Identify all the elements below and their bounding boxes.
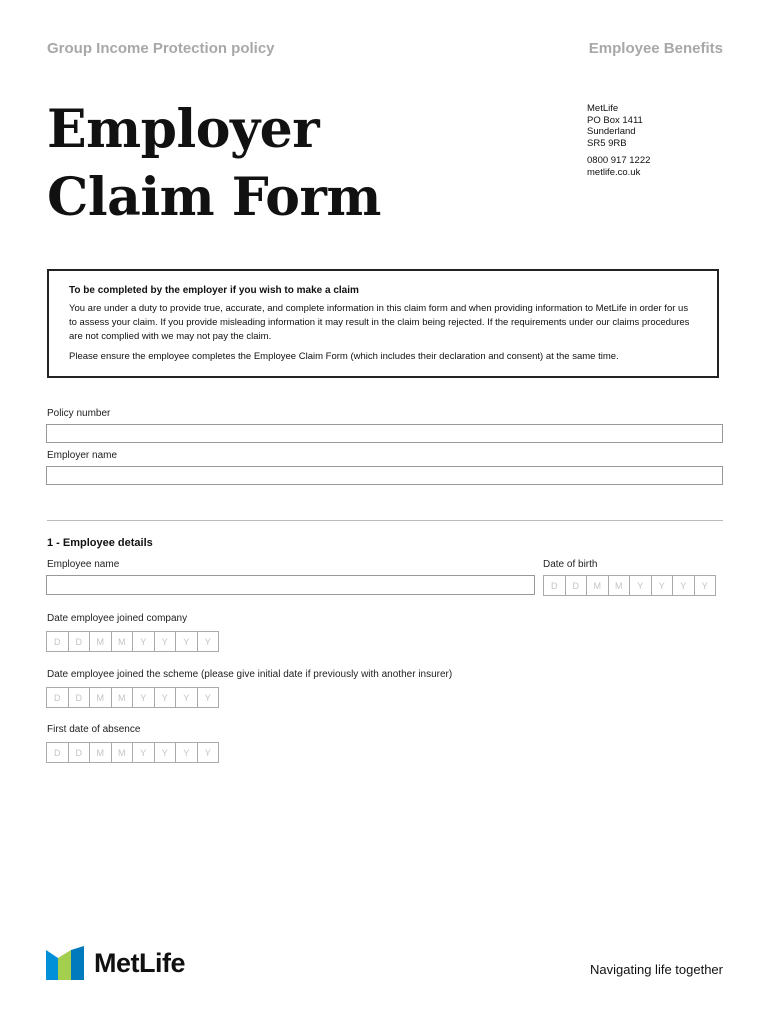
date-cell[interactable]: M <box>586 575 609 596</box>
title-line-2: Claim Form <box>47 167 381 228</box>
footer-tagline: Navigating life together <box>590 962 723 977</box>
date-of-birth-label: Date of birth <box>543 559 598 570</box>
address-line-2: Sunderland <box>587 126 636 137</box>
policy-number-field[interactable] <box>46 424 723 443</box>
policy-number-label: Policy number <box>47 408 111 419</box>
date-cell[interactable]: Y <box>175 742 198 763</box>
date-cell[interactable]: Y <box>629 575 652 596</box>
employee-name-field[interactable] <box>46 575 535 595</box>
date-cell[interactable]: D <box>68 631 91 652</box>
date-cell[interactable]: D <box>46 687 69 708</box>
address-web: metlife.co.uk <box>587 166 641 178</box>
date-cell[interactable]: Y <box>132 687 155 708</box>
first-absence-date-field[interactable] <box>46 742 219 763</box>
address-name: MetLife <box>587 103 619 114</box>
date-cell[interactable]: Y <box>672 575 695 596</box>
date-cell[interactable]: D <box>565 575 588 596</box>
date-cell[interactable]: Y <box>154 742 177 763</box>
section-divider <box>47 520 723 521</box>
date-cell[interactable]: Y <box>197 742 220 763</box>
section-title-employee-details: 1 - Employee details <box>47 537 153 549</box>
date-cell[interactable]: Y <box>651 575 674 596</box>
date-cell[interactable]: D <box>46 742 69 763</box>
metlife-logo-icon <box>46 946 84 980</box>
metlife-logo <box>46 946 185 980</box>
date-cell[interactable]: M <box>608 575 631 596</box>
joined-scheme-date-field[interactable] <box>46 687 219 708</box>
date-cell[interactable]: Y <box>694 575 717 596</box>
date-cell[interactable]: Y <box>197 631 220 652</box>
page-title <box>47 96 381 232</box>
joined-scheme-label: Date employee joined the scheme (please give initial date if previously with another insurer) <box>47 669 453 680</box>
date-cell[interactable]: M <box>89 742 112 763</box>
employer-name-label: Employer name <box>47 450 118 461</box>
address-phone: 0800 917 1222 <box>587 155 651 166</box>
date-of-birth-field[interactable] <box>543 575 716 596</box>
date-cell[interactable]: D <box>543 575 566 596</box>
address-postcode: SR5 9RB <box>587 137 627 149</box>
metlife-logo-text: MetLife <box>94 947 185 978</box>
address-line-1: PO Box 1411 <box>587 114 643 126</box>
first-absence-label: First date of absence <box>47 724 141 735</box>
date-cell[interactable]: Y <box>154 631 177 652</box>
notice-paragraph-1: You are under a duty to provide true, accurate, and complete information in this claim form and when providing information to MetLife in order for us to assess your claim. If you provide misleading information it may result in the claim being rejected. If the requirements under our claims procedures are not complied with we may not pay the claim. <box>69 303 690 342</box>
date-cell[interactable]: Y <box>175 687 198 708</box>
date-cell[interactable]: M <box>111 631 134 652</box>
date-cell[interactable]: M <box>111 742 134 763</box>
notice-box <box>47 269 719 378</box>
date-cell[interactable]: M <box>111 687 134 708</box>
joined-company-date-field[interactable] <box>46 631 219 652</box>
header-benefits: Employee Benefits <box>588 40 723 57</box>
contact-address <box>587 103 650 178</box>
joined-company-label: Date employee joined company <box>47 613 188 624</box>
date-cell[interactable]: M <box>89 687 112 708</box>
date-cell[interactable]: Y <box>197 687 220 708</box>
date-cell[interactable]: Y <box>132 631 155 652</box>
date-cell[interactable]: D <box>68 742 91 763</box>
employer-name-field[interactable] <box>46 466 723 485</box>
title-line-1: Employer <box>47 99 320 160</box>
employee-name-label: Employee name <box>47 559 120 570</box>
date-cell[interactable]: M <box>89 631 112 652</box>
date-cell[interactable]: D <box>68 687 91 708</box>
header-policy-type: Group Income Protection policy <box>47 40 275 57</box>
notice-paragraph-2: Please ensure the employee completes the Employee Claim Form (which includes their declaration and consent) at the same time. <box>69 351 619 362</box>
date-cell[interactable]: D <box>46 631 69 652</box>
date-cell[interactable]: Y <box>175 631 198 652</box>
notice-heading: To be completed by the employer if you wish to make a claim <box>69 285 359 296</box>
date-cell[interactable]: Y <box>154 687 177 708</box>
date-cell[interactable]: Y <box>132 742 155 763</box>
